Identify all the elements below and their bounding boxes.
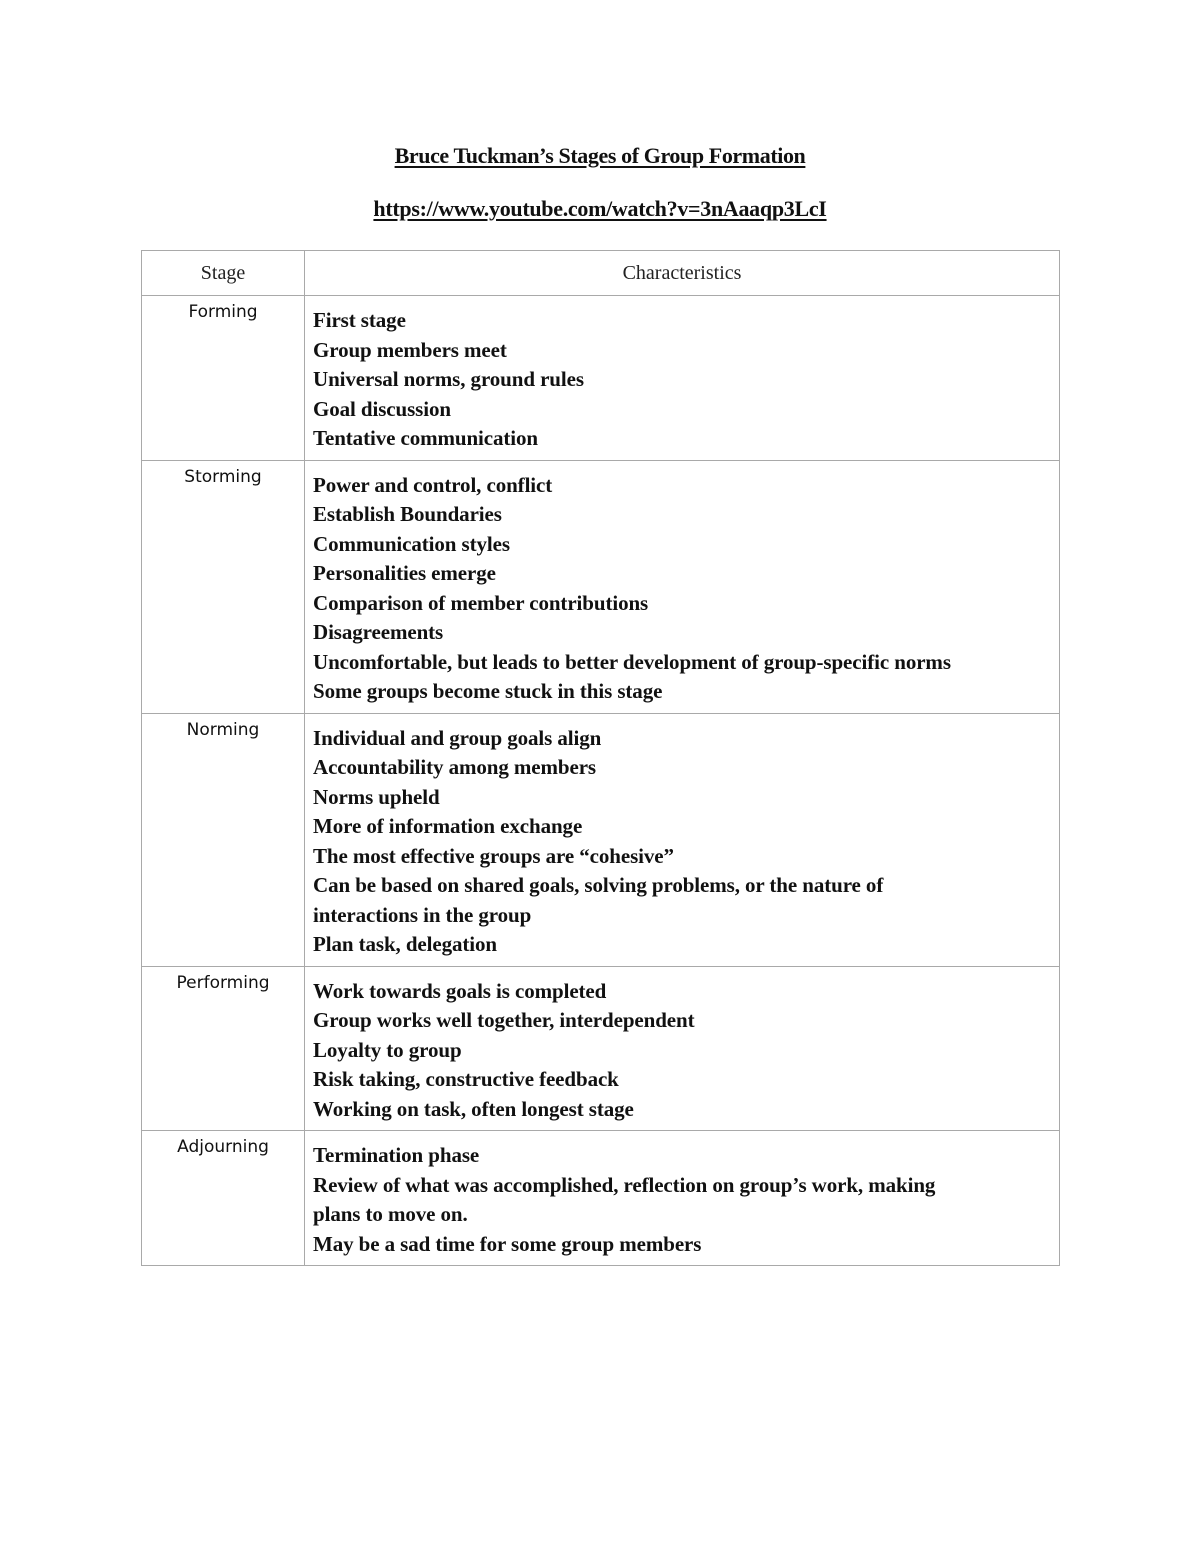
characteristic-item: Individual and group goals align bbox=[313, 725, 602, 750]
stage-name: Adjourning bbox=[142, 1131, 305, 1266]
table-row-storming bbox=[142, 460, 1060, 713]
characteristic-item: Group works well together, interdependent bbox=[313, 1008, 695, 1032]
characteristics-cell bbox=[305, 713, 1060, 966]
characteristic-item: Comparison of member contributions bbox=[313, 590, 649, 615]
characteristic-item: Group members meet bbox=[313, 337, 507, 362]
characteristics-cell bbox=[305, 966, 1060, 1131]
characteristic-item: Plan task, delegation bbox=[313, 932, 497, 956]
characteristic-item: Accountability among members bbox=[313, 755, 597, 779]
stage-name: Norming bbox=[142, 713, 305, 966]
characteristic-item: Universal norms, ground rules bbox=[313, 367, 584, 391]
characteristic-item: Goal discussion bbox=[313, 396, 451, 421]
characteristic-item: Personalities emerge bbox=[313, 561, 496, 585]
characteristic-item: Risk taking, constructive feedback bbox=[313, 1067, 619, 1091]
characteristic-item: Power and control, conflict bbox=[313, 472, 553, 497]
characteristic-item: Work towards goals is completed bbox=[313, 978, 607, 1003]
characteristic-item: Can be based on shared goals, solving problems, or the nature of bbox=[313, 873, 884, 897]
table-row-norming bbox=[142, 713, 1060, 966]
stage-name: Performing bbox=[142, 966, 305, 1131]
characteristic-item: interactions in the group bbox=[313, 902, 532, 927]
table-row-performing bbox=[142, 966, 1060, 1131]
characteristic-item: Norms upheld bbox=[313, 784, 440, 809]
characteristic-item: Review of what was accomplished, reflection on group’s work, making bbox=[313, 1172, 936, 1197]
characteristic-item: May be a sad time for some group members bbox=[313, 1231, 702, 1256]
characteristic-item: Some groups become stuck in this stage bbox=[313, 679, 663, 703]
stages-table bbox=[141, 250, 1060, 1266]
characteristic-item: Uncomfortable, but leads to better development of group-specific norms bbox=[313, 649, 951, 674]
characteristic-item: Working on task, often longest stage bbox=[313, 1096, 634, 1121]
characteristic-item: Loyalty to group bbox=[313, 1037, 462, 1062]
table-header-row bbox=[142, 251, 1060, 296]
characteristic-item: plans to move on. bbox=[313, 1202, 468, 1226]
characteristics-cell bbox=[305, 460, 1060, 713]
characteristics-cell bbox=[305, 1131, 1060, 1266]
stage-name: Forming bbox=[142, 296, 305, 461]
table-row-adjourning bbox=[142, 1131, 1060, 1266]
document-title: Bruce Tuckman’s Stages of Group Formation bbox=[394, 143, 806, 168]
characteristic-item: Disagreements bbox=[313, 620, 444, 644]
characteristic-item: Tentative communication bbox=[313, 426, 538, 450]
stage-column-header: Stage bbox=[142, 251, 305, 296]
characteristic-item: More of information exchange bbox=[313, 814, 583, 838]
characteristic-item: Termination phase bbox=[313, 1143, 480, 1167]
characteristic-item: Communication styles bbox=[313, 531, 510, 556]
characteristic-item: Establish Boundaries bbox=[313, 502, 502, 526]
table-row-forming bbox=[142, 296, 1060, 461]
characteristic-item: First stage bbox=[313, 308, 406, 332]
characteristic-item: The most effective groups are “cohesive” bbox=[313, 843, 674, 868]
characteristics-cell bbox=[305, 296, 1060, 461]
video-link[interactable]: https://www.youtube.com/watch?v=3nAaaqp3LcI bbox=[373, 196, 827, 221]
characteristics-column-header: Characteristics bbox=[305, 251, 1060, 296]
stage-name: Storming bbox=[142, 460, 305, 713]
